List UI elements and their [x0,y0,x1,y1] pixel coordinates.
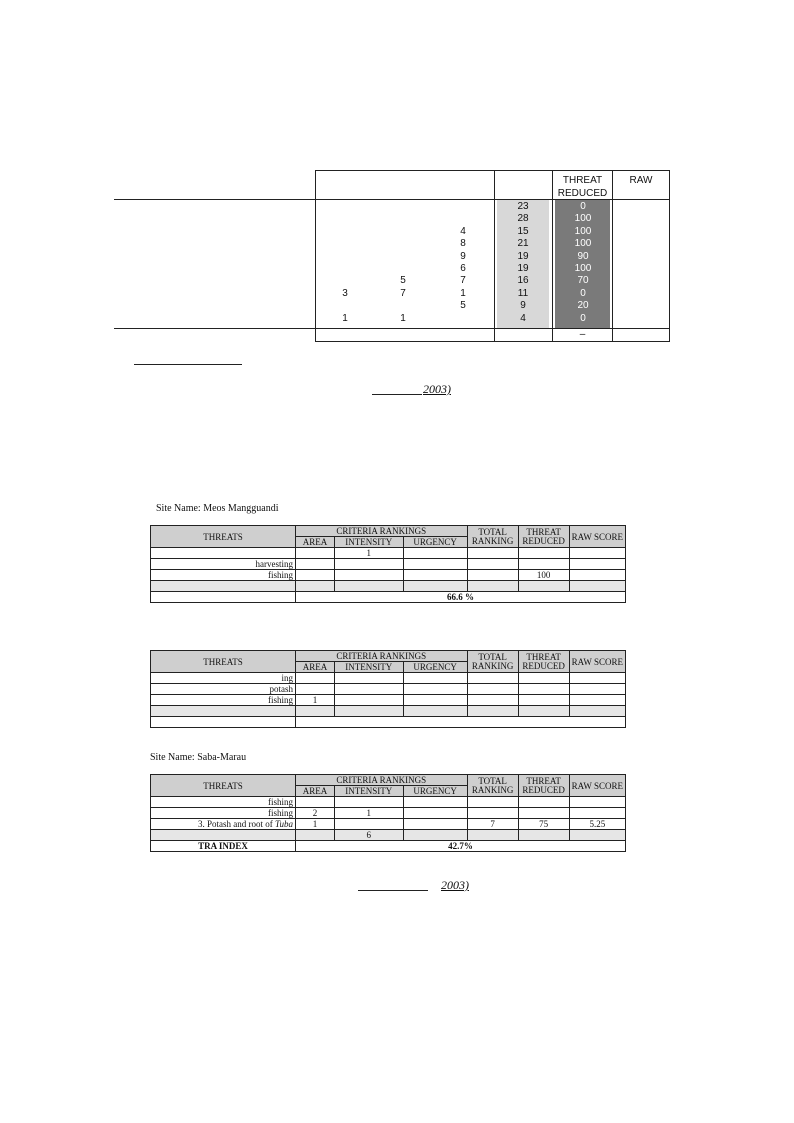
raw-score-cell [569,695,625,706]
area-cell: 2 [296,808,335,819]
raw-score-cell [569,830,625,841]
threat-cell: 3. Potash and root of Tuba [151,819,296,830]
urgency-cell [403,695,467,706]
threat-reduced-header-text: THREAT REDUCED [557,175,608,199]
table-row [151,695,626,706]
raw-header-text: RAW [629,175,653,186]
raw-score-cell [569,706,625,717]
total-cell [467,548,518,559]
total-ranking-header: TOTAL RANKING [467,775,518,797]
raw-score-cell [569,808,625,819]
threat-reduced-cell: 0 [580,312,586,324]
threat-reduced-cell [518,548,569,559]
intensity-cell [334,695,403,706]
raw-score-header: RAW SCORE [569,651,625,673]
intensity-cell [334,797,403,808]
raw-score-cell [569,548,625,559]
area-cell [296,684,335,695]
table-row [151,581,626,592]
total-cell [467,570,518,581]
criteria-rankings-header: CRITERIA RANKINGS [296,775,468,786]
raw-score-cell [569,559,625,570]
intensity-cell [334,706,403,717]
threat-reduced-cell [518,684,569,695]
intensity-cell: 1 [400,312,406,324]
index-row [151,592,626,603]
threat-reduced-cell [518,706,569,717]
total-cell [467,559,518,570]
urgency-cell: 9 [460,250,466,262]
table-row [151,570,626,581]
index-label: TRA INDEX [151,841,296,852]
threat-cell: potash [151,684,296,695]
total-cell: 23 [517,201,529,212]
total-cell [467,684,518,695]
threat-reduced-cell: 0 [580,287,586,299]
threat-reduced-cell [518,808,569,819]
site2-table [150,650,626,728]
threat-reduced-cell: 20 [577,300,589,312]
raw-score-cell [569,581,625,592]
raw-score-header: RAW SCORE [569,775,625,797]
total-cell: 4 [520,312,526,324]
total-cell [467,706,518,717]
total-cell: 19 [517,250,529,262]
caption-rule-3 [358,890,428,891]
urgency-cell [403,706,467,717]
threat-reduced-header: THREAT REDUCED [518,775,569,797]
table-row [151,706,626,717]
site3-name: Site Name: Saba-Marau [150,752,247,763]
threat-cell [151,581,296,592]
threat-reduced-cell [518,559,569,570]
raw-score-cell [569,570,625,581]
total-cell [467,830,518,841]
urgency-cell: 1 [460,287,466,299]
table-row [151,673,626,684]
intensity-cell: 1 [334,548,403,559]
total-ranking-header: TOTAL RANKING [467,651,518,673]
urgency-cell [403,808,467,819]
total-cell: 11 [517,287,529,299]
table-row [151,808,626,819]
area-header: AREA [296,537,335,548]
threat-reduced-cell: 100 [574,238,592,250]
total-cell: 21 [517,238,529,250]
threat-cell [151,830,296,841]
intensity-header: INTENSITY [334,537,403,548]
caption-rule-2 [372,394,422,395]
intensity-header: INTENSITY [334,786,403,797]
urgency-header: URGENCY [403,662,467,673]
table1-footer-threat: – [579,329,586,340]
area-cell [296,830,335,841]
total-cell [467,797,518,808]
total-cell: 7 [467,819,518,830]
threat-reduced-cell: 100 [518,570,569,581]
table-row [151,548,626,559]
table-row [151,830,626,841]
threat-reduced-header [553,174,612,200]
total-cell: 15 [517,225,529,237]
site1-name: Site Name: Meos Mangguandi [156,503,279,514]
area-header: AREA [296,786,335,797]
urgency-cell [403,581,467,592]
raw-header [613,174,669,187]
urgency-cell [403,570,467,581]
caption-rule-1 [134,364,242,365]
threat-reduced-cell [518,830,569,841]
total-cell [467,673,518,684]
intensity-cell: 7 [400,287,406,299]
intensity-cell [334,673,403,684]
index-row [151,841,626,852]
area-cell [296,570,335,581]
raw-score-cell: 5.25 [569,819,625,830]
threat-cell [151,706,296,717]
raw-score-cell [569,684,625,695]
area-cell [296,559,335,570]
threat-cell [151,548,296,559]
intensity-cell [334,581,403,592]
raw-score-cell [569,673,625,684]
threat-reduced-cell: 0 [580,201,586,212]
area-cell [296,581,335,592]
urgency-cell: 7 [460,275,466,287]
area-cell [296,797,335,808]
criteria-rankings-header: CRITERIA RANKINGS [296,526,468,537]
urgency-cell [403,559,467,570]
threat-reduced-header: THREAT REDUCED [518,651,569,673]
intensity-cell: 1 [334,808,403,819]
threat-reduced-cell [518,797,569,808]
caption-1: 2003) [423,382,451,396]
intensity-cell [334,570,403,581]
caption-2: 2003) [441,878,469,892]
area-cell: 3 [342,287,348,299]
total-cell: 16 [517,275,529,287]
threat-reduced-cell: 70 [577,275,589,287]
threats-header: THREATS [151,651,296,673]
urgency-cell [403,819,467,830]
threat-reduced-header: THREAT REDUCED [518,526,569,548]
total-cell: 19 [517,263,529,274]
threat-cell: ing [151,673,296,684]
index-value: 42.7% [296,841,626,852]
urgency-cell [403,797,467,808]
raw-score-cell [569,797,625,808]
urgency-cell: 5 [460,300,466,312]
site1-table [150,525,626,603]
table-row [151,684,626,695]
urgency-cell [403,830,467,841]
threat-reduced-cell: 100 [574,263,592,274]
threat-reduced-cell [518,695,569,706]
threat-reduced-cell: 100 [574,225,592,237]
total-cell: 9 [520,300,526,312]
site3-table [150,774,626,852]
urgency-cell: 4 [460,225,466,237]
threat-cell: fishing [151,695,296,706]
index-value [296,717,626,728]
threat-reduced-cell: 75 [518,819,569,830]
urgency-cell: 6 [460,263,466,274]
area-header: AREA [296,662,335,673]
threat-cell: harvesting [151,559,296,570]
intensity-cell [334,559,403,570]
raw-score-header: RAW SCORE [569,526,625,548]
area-cell [296,548,335,559]
index-label [151,717,296,728]
threats-header: THREATS [151,526,296,548]
threat-reduced-cell: 90 [577,250,589,262]
threat-reduced-cell [518,581,569,592]
area-cell [296,673,335,684]
threats-header: THREATS [151,775,296,797]
intensity-header: INTENSITY [334,662,403,673]
urgency-cell [403,548,467,559]
area-cell: 1 [296,819,335,830]
index-value: 66.6 % [296,592,626,603]
total-cell [467,695,518,706]
threat-cell: fishing [151,808,296,819]
table-row [151,819,626,830]
intensity-cell: 5 [400,275,406,287]
urgency-header: URGENCY [403,786,467,797]
urgency-cell: 8 [460,238,466,250]
threat-reduced-cell: 100 [574,213,592,225]
threat-cell: fishing [151,570,296,581]
urgency-header: URGENCY [403,537,467,548]
total-cell [467,808,518,819]
total-cell [467,581,518,592]
total-cell: 28 [517,213,529,225]
index-row [151,717,626,728]
index-label [151,592,296,603]
intensity-cell [334,819,403,830]
area-cell: 1 [342,312,348,324]
total-ranking-header: TOTAL RANKING [467,526,518,548]
urgency-cell [403,684,467,695]
threat-reduced-cell [518,673,569,684]
table-row [151,559,626,570]
threat-cell: fishing [151,797,296,808]
urgency-cell [403,673,467,684]
intensity-cell [334,684,403,695]
area-cell: 1 [296,695,335,706]
intensity-cell: 6 [334,830,403,841]
table-row [151,797,626,808]
area-cell [296,706,335,717]
criteria-rankings-header: CRITERIA RANKINGS [296,651,468,662]
